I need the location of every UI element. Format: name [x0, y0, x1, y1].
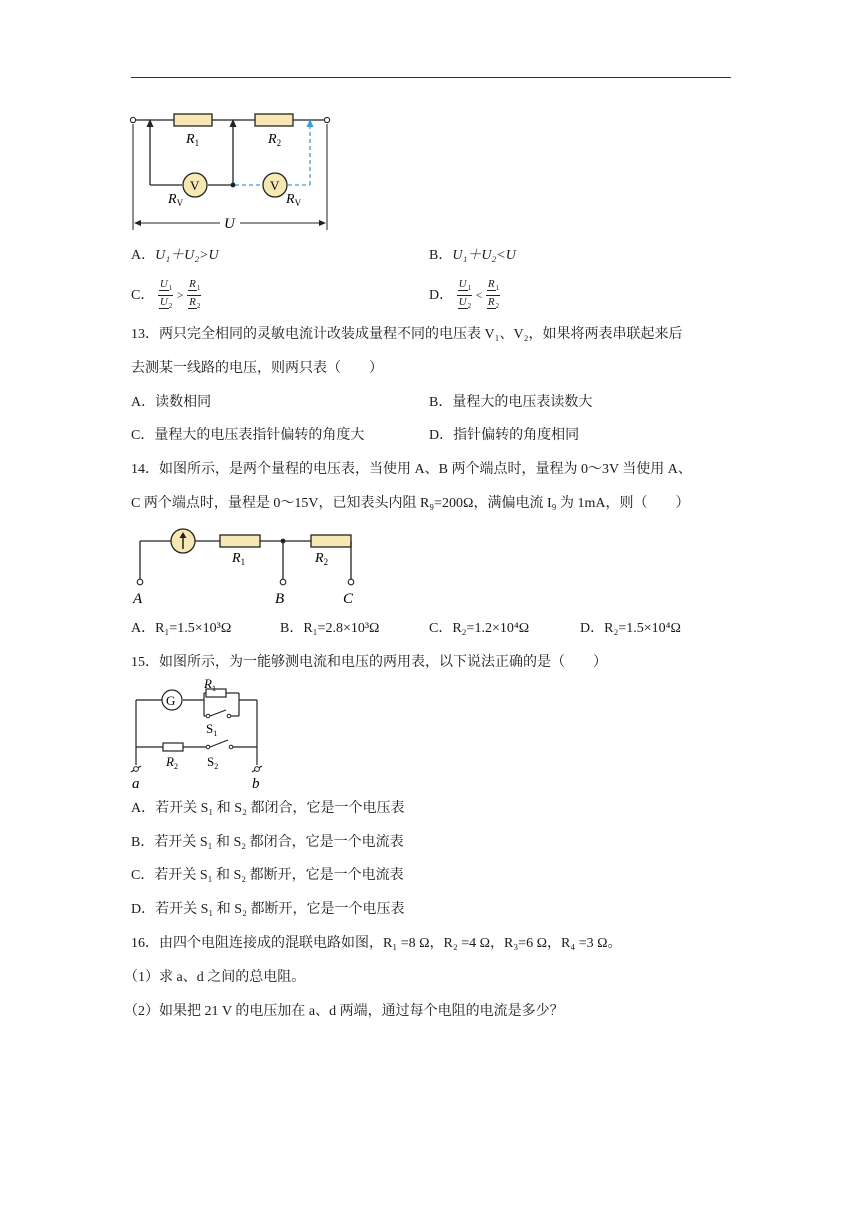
- q12-option-c: C． $\frac{U_1}{U_2}$ > $\frac{R_1}{R_2}$: [131, 278, 201, 311]
- q13-option-d: D．指针偏转的角度相同: [429, 428, 580, 443]
- q14-terminal-c: C: [343, 591, 354, 607]
- q15-option-c: C．若开关 S₁ 和 S₂ 都断开，它是一个电流表: [131, 868, 404, 883]
- q12-label-r2: $R_2$: [268, 132, 282, 148]
- q15-circuit-figure: [128, 677, 278, 793]
- q14-label-r2: $R_2$: [315, 551, 329, 567]
- q15-label-s1: $S_1$: [206, 721, 218, 738]
- q15-option-b: B．若开关 S₁ 和 S₂ 都闭合，它是一个电流表: [131, 835, 404, 850]
- q12-label-rv-right: $R_V$: [286, 192, 302, 208]
- q12-option-b: B．U₁＋U₂<U: [429, 248, 516, 263]
- q14-stem-line1: 14．如图所示，是两个量程的电压表，当使用 A、B 两个端点时，量程为 0～3V 当使用 A、: [131, 462, 692, 477]
- q13-option-b: B．量程大的电压表读数大: [429, 395, 593, 410]
- q16-stem: 16．由四个电阻连接成的混联电路如图，R₁ =8 Ω，R₂ =4 Ω，R₃=6 Ω，R₄ =3 Ω。: [131, 936, 622, 951]
- q15-terminal-a: a: [132, 776, 140, 792]
- q16-part-2: （2）如果把 21 V 的电压加在 a、d 两端，通过每个电阻的电流是多少？: [124, 1004, 564, 1019]
- q12-label-rv-left: $R_V$: [168, 192, 184, 208]
- q13-option-c: C．量程大的电压表指针偏转的角度大: [131, 428, 365, 443]
- q15-terminal-b: b: [252, 776, 260, 792]
- q14-terminal-b: B: [275, 591, 285, 607]
- q15-option-a: A．若开关 S₁ 和 S₂ 都闭合，它是一个电压表: [131, 801, 405, 816]
- q14-label-r1: $R_1$: [232, 551, 246, 567]
- q15-stem: 15．如图所示，为一能够测电流和电压的两用表，以下说法正确的是（ ）: [131, 655, 607, 670]
- q14-stem-line2: C 两个端点时，量程是 0～15V，已知表头内阻 R₉=200Ω，满偏电流 I₉ 为 1mA，则（ ）: [131, 496, 690, 511]
- q12-label-r1: $R_1$: [186, 132, 200, 148]
- q14-option-d: D．R₂=1.5×10⁴Ω: [580, 621, 681, 636]
- q16-part-1: （1）求 a、d 之间的总电阻。: [124, 970, 306, 985]
- q14-option-a: A．R₁=1.5×10³Ω: [131, 621, 232, 636]
- q14-circuit-figure: [128, 525, 368, 607]
- q14-option-b: B．R₁=2.8×10³Ω: [280, 621, 380, 636]
- q12-voltmeter-right: V: [270, 178, 280, 193]
- q15-label-r1: $R_1$: [204, 677, 216, 693]
- q15-label-s2: $S_2$: [207, 754, 219, 771]
- q12-circuit-figure: [128, 108, 338, 233]
- q13-option-a: A．读数相同: [131, 395, 212, 410]
- q12-option-d: D． $\frac{U_1}{U_2}$ < $\frac{R_1}{R_2}$: [429, 278, 500, 311]
- header-rule: [131, 77, 731, 78]
- q15-option-d: D．若开关 S₁ 和 S₂ 都断开，它是一个电压表: [131, 902, 405, 917]
- q12-label-u: U: [224, 216, 235, 232]
- q13-stem-line2: 去测某一线路的电压，则两只表（ ）: [131, 361, 383, 376]
- q12-voltmeter-left: V: [190, 178, 200, 193]
- q15-label-r2: $R_2$: [166, 754, 178, 771]
- q14-terminal-a: A: [133, 591, 143, 607]
- q15-galvanometer: G: [166, 693, 176, 708]
- q14-option-c: C．R₂=1.2×10⁴Ω: [429, 621, 530, 636]
- q13-stem-line1: 13．两只完全相同的灵敏电流计改装成量程不同的电压表 V₁、V₂，如果将两表串联起来后: [131, 327, 683, 342]
- q12-option-a: A．U₁＋U₂>U: [131, 248, 219, 263]
